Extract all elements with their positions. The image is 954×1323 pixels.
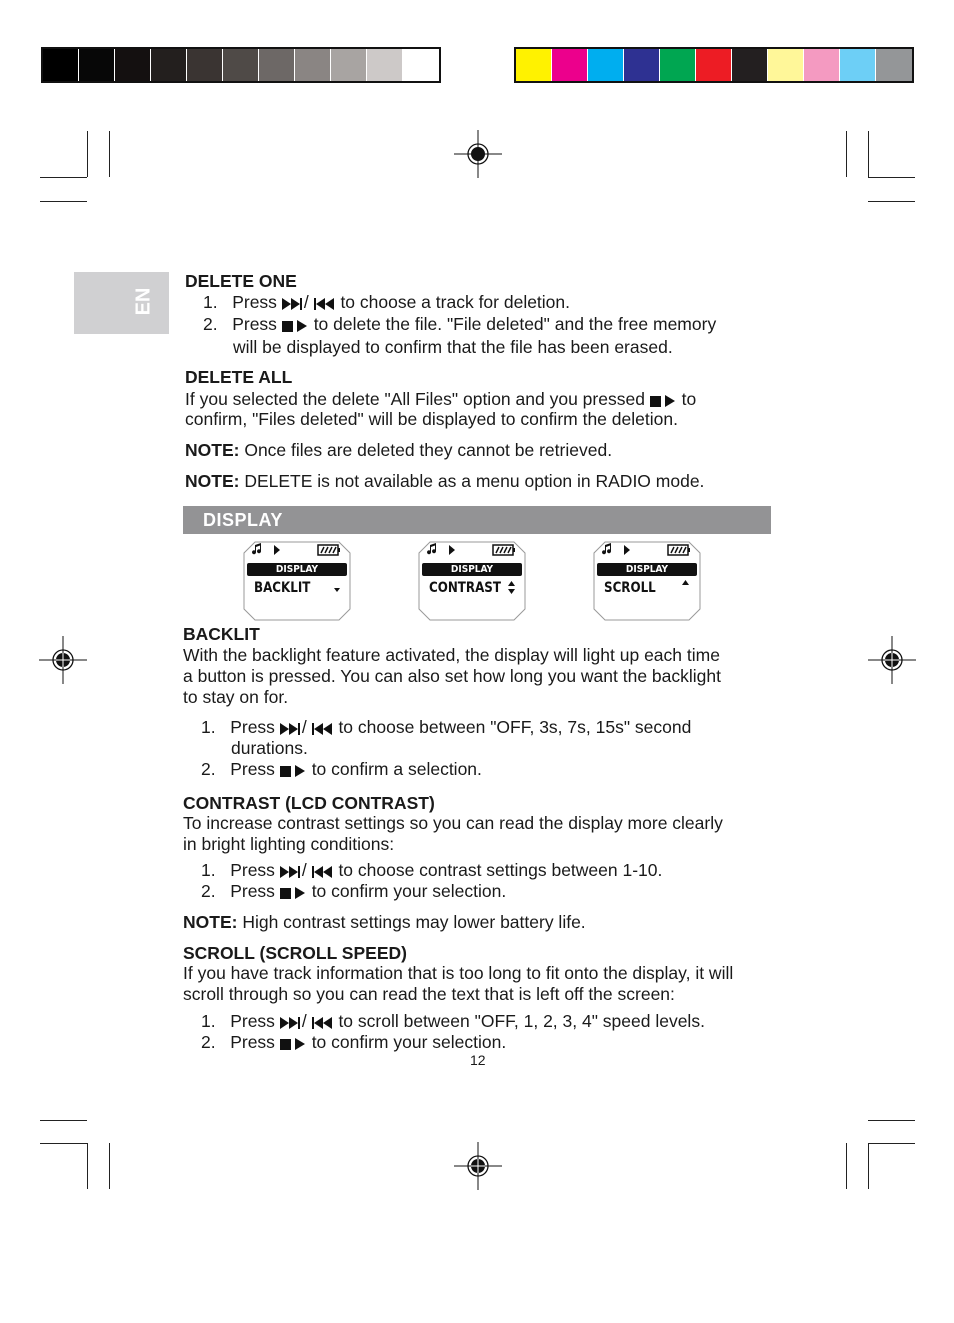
step-text: Press	[230, 759, 275, 779]
color-swatch	[79, 49, 115, 81]
step-number: 1.	[201, 860, 216, 880]
backlit-paragraph-line-3: to stay on for.	[183, 687, 289, 707]
color-swatch	[876, 49, 912, 81]
step-text: Press	[232, 292, 277, 312]
lcd-header: DISPLAY	[247, 563, 347, 576]
stop-play-button-icon	[282, 318, 309, 333]
backlit-step-1	[201, 717, 691, 738]
delete-one-step-1	[203, 292, 570, 313]
color-swatch	[331, 49, 367, 81]
backlit-step-1-cont: durations.	[231, 738, 308, 758]
previous-button-icon	[312, 722, 334, 736]
cmyk-color-bar	[514, 47, 914, 83]
step-text: to confirm your selection.	[311, 881, 507, 901]
note-1	[185, 440, 612, 461]
color-swatch	[151, 49, 187, 81]
separator: /	[303, 292, 309, 312]
next-button-icon	[282, 297, 304, 311]
contrast-step-2	[201, 881, 506, 902]
color-swatch	[552, 49, 588, 81]
scroll-step-2	[201, 1032, 506, 1053]
color-swatch	[367, 49, 403, 81]
previous-button-icon	[312, 1016, 334, 1030]
crop-mark	[868, 1120, 915, 1121]
backlit-paragraph-line-2: a button is pressed. You can also set how long you want the backlight	[183, 666, 721, 686]
paragraph-text: If you selected the delete "All Files" option and you pressed	[185, 389, 645, 409]
language-tab-label: EN	[132, 287, 155, 316]
step-number: 1.	[201, 1011, 216, 1031]
note-2	[185, 471, 704, 492]
crop-mark	[868, 1143, 869, 1189]
note-label: NOTE:	[185, 440, 240, 460]
separator: /	[301, 1011, 307, 1031]
note-label: NOTE:	[185, 471, 240, 491]
step-text: Press	[232, 314, 277, 334]
step-text: Press	[230, 860, 275, 880]
step-text: to delete the file. "File deleted" and the free memory	[313, 314, 717, 334]
previous-button-icon	[312, 865, 334, 879]
crop-mark	[868, 201, 915, 202]
lcd-screen-contrast	[418, 541, 526, 621]
registration-mark-icon	[39, 636, 87, 684]
step-text: Press	[230, 881, 275, 901]
registration-mark-icon	[454, 1142, 502, 1190]
stop-play-button-icon	[280, 885, 307, 900]
delete-one-step-2	[203, 314, 716, 335]
contrast-paragraph-line-1: To increase contrast settings so you can read the display more clearly	[183, 813, 723, 833]
crop-mark	[87, 131, 88, 177]
step-text: to scroll between "OFF, 1, 2, 3, 4" speed levels.	[338, 1011, 705, 1031]
crop-mark	[846, 131, 847, 177]
step-text: Press	[230, 1032, 275, 1052]
backlit-heading: BACKLIT	[183, 624, 260, 644]
page-number: 12	[470, 1052, 486, 1068]
color-swatch	[660, 49, 696, 81]
step-text: Press	[230, 717, 275, 737]
color-swatch	[624, 49, 660, 81]
separator: /	[301, 860, 307, 880]
step-text: Press	[230, 1011, 275, 1031]
step-number: 2.	[203, 314, 218, 334]
previous-button-icon	[314, 297, 336, 311]
crop-mark	[109, 1143, 110, 1189]
crop-mark	[868, 131, 869, 177]
stop-play-button-icon	[280, 763, 307, 778]
section-banner	[183, 506, 771, 534]
scroll-paragraph-line-1: If you have track information that is too long to fit onto the display, it will	[183, 963, 734, 983]
step-number: 2.	[201, 1032, 216, 1052]
crop-mark	[868, 1143, 915, 1144]
color-swatch	[223, 49, 259, 81]
crop-mark	[868, 177, 915, 178]
step-text: to choose between "OFF, 3s, 7s, 15s" second	[338, 717, 692, 737]
lcd-value: SCROLL	[604, 580, 656, 596]
step-number: 2.	[201, 881, 216, 901]
backlit-step-2	[201, 759, 482, 780]
contrast-paragraph-line-2: in bright lighting conditions:	[183, 834, 395, 854]
crop-mark	[40, 177, 87, 178]
color-swatch	[43, 49, 79, 81]
lcd-screen-backlit	[243, 541, 351, 621]
color-swatch	[115, 49, 151, 81]
crop-mark	[109, 131, 110, 177]
note-text: High contrast settings may lower battery life.	[242, 912, 586, 932]
color-swatch	[516, 49, 552, 81]
separator: /	[301, 717, 307, 737]
color-swatch	[696, 49, 732, 81]
lcd-header: DISPLAY	[422, 563, 522, 576]
step-text: to choose a track for deletion.	[340, 292, 571, 312]
stop-play-button-icon	[280, 1036, 307, 1051]
color-swatch	[259, 49, 295, 81]
scroll-paragraph-line-2: scroll through so you can read the text that is left off the screen:	[183, 984, 675, 1004]
color-swatch	[732, 49, 768, 81]
delete-all-line-1	[185, 389, 696, 410]
contrast-step-1	[201, 860, 662, 881]
crop-mark	[40, 201, 87, 202]
lcd-screen-scroll	[593, 541, 701, 621]
language-tab	[74, 272, 169, 334]
crop-mark	[40, 1120, 87, 1121]
delete-one-step-2-cont: will be displayed to confirm that the file has been erased.	[233, 337, 673, 357]
color-swatch	[840, 49, 876, 81]
step-text: to confirm a selection.	[311, 759, 482, 779]
paragraph-text: to	[681, 389, 697, 409]
note-3	[183, 912, 586, 933]
scroll-step-1	[201, 1011, 705, 1032]
step-text: to confirm your selection.	[311, 1032, 507, 1052]
note-text: Once files are deleted they cannot be retrieved.	[244, 440, 613, 460]
contrast-heading: CONTRAST (LCD CONTRAST)	[183, 793, 435, 813]
registration-mark-icon	[454, 130, 502, 178]
lcd-value: BACKLIT	[254, 580, 311, 596]
color-swatch	[295, 49, 331, 81]
registration-mark-icon	[868, 636, 916, 684]
lcd-header: DISPLAY	[597, 563, 697, 576]
crop-mark	[846, 1143, 847, 1189]
backlit-paragraph-line-1: With the backlight feature activated, the display will light up each time	[183, 645, 720, 665]
step-number: 1.	[201, 717, 216, 737]
stop-play-button-icon	[650, 393, 677, 408]
delete-one-heading: DELETE ONE	[185, 271, 297, 291]
color-swatch	[403, 49, 439, 81]
step-text: to choose contrast settings between 1-10.	[338, 860, 663, 880]
delete-all-heading: DELETE ALL	[185, 367, 293, 387]
next-button-icon	[280, 1016, 302, 1030]
crop-mark	[87, 1143, 88, 1189]
color-swatch	[187, 49, 223, 81]
note-label: NOTE:	[183, 912, 238, 932]
crop-mark	[40, 1143, 87, 1144]
delete-all-line-2: confirm, "Files deleted" will be displayed to confirm the deletion.	[185, 409, 678, 429]
scroll-heading: SCROLL (SCROLL SPEED)	[183, 943, 407, 963]
color-swatch	[588, 49, 624, 81]
next-button-icon	[280, 722, 302, 736]
section-banner-title: DISPLAY	[203, 510, 283, 530]
color-swatch	[804, 49, 840, 81]
step-number: 2.	[201, 759, 216, 779]
grayscale-color-bar	[41, 47, 441, 83]
step-number: 1.	[203, 292, 218, 312]
note-text: DELETE is not available as a menu option in RADIO mode.	[244, 471, 705, 491]
lcd-value: CONTRAST	[429, 580, 501, 596]
next-button-icon	[280, 865, 302, 879]
color-swatch	[768, 49, 804, 81]
